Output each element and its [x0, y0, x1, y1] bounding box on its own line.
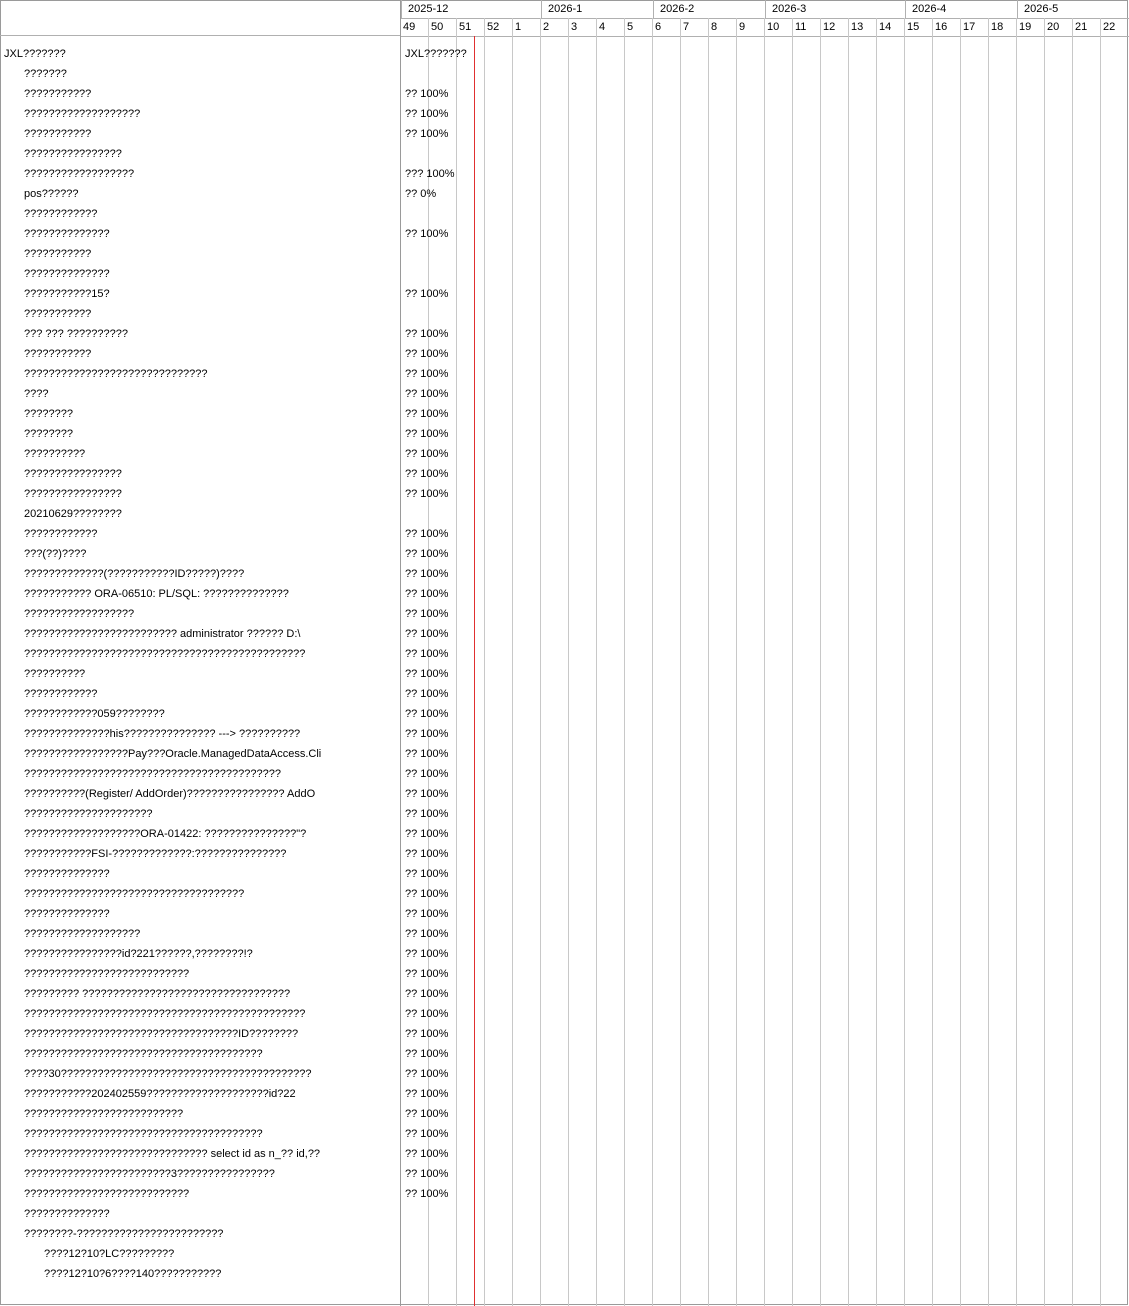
task-progress-label[interactable]: ?? 100% [405, 888, 449, 900]
task-name[interactable]: ???????????? [24, 208, 98, 220]
week-header: 12 [823, 21, 836, 33]
task-progress-label[interactable]: JXL??????? [405, 48, 467, 60]
task-progress-label[interactable]: ?? 100% [405, 88, 449, 100]
task-name[interactable]: ?????????????? [24, 868, 110, 880]
task-name[interactable]: ?????????????? [24, 268, 110, 280]
week-header: 1 [515, 21, 522, 33]
week-header: 20 [1047, 21, 1060, 33]
task-progress-label[interactable]: ?? 100% [405, 908, 449, 920]
task-name[interactable]: 20210629???????? [24, 508, 122, 520]
week-header: 14 [879, 21, 892, 33]
task-name[interactable]: ???????? [24, 408, 73, 420]
task-name[interactable]: ??????????(Register/ AddOrder)???????????????? AddO [24, 788, 316, 800]
task-name[interactable]: ???????????? [24, 688, 98, 700]
task-progress-label[interactable]: ?? 100% [405, 648, 449, 660]
week-header: 22 [1103, 21, 1116, 33]
task-name[interactable]: ?????????????????????????? [24, 1108, 184, 1120]
task-name[interactable]: ????????-???????????????????????? [24, 1228, 224, 1240]
task-progress-label[interactable]: ?? 100% [405, 128, 449, 140]
task-progress-label[interactable]: ?? 100% [405, 928, 449, 940]
task-name[interactable]: ???????????? [24, 528, 98, 540]
month-header: 2026-4 [905, 0, 1017, 18]
task-progress-label[interactable]: ?? 100% [405, 868, 449, 880]
task-name[interactable]: ????30????????????????????????????????????????? [24, 1068, 312, 1080]
task-progress-label[interactable]: ?? 100% [405, 568, 449, 580]
week-gridline [1016, 18, 1017, 1306]
week-gridline [456, 18, 457, 1306]
week-gridline [764, 18, 765, 1306]
gantt-chart-area [401, 0, 1129, 1306]
task-name[interactable]: JXL??????? [4, 48, 66, 60]
task-progress-label[interactable]: ?? 100% [405, 748, 449, 760]
week-header: 15 [907, 21, 920, 33]
task-name[interactable]: ??????????? [24, 248, 92, 260]
task-progress-label[interactable]: ?? 100% [405, 768, 449, 780]
week-header: 11 [795, 21, 807, 33]
task-name[interactable]: pos?????? [24, 188, 79, 200]
task-name[interactable]: ?????????????? [24, 228, 110, 240]
task-name[interactable]: ???????????FSI-?????????????:??????????????? [24, 848, 287, 860]
month-header: 2026-2 [653, 0, 765, 18]
task-name[interactable]: ??????????????his??????????????? ---> ?????????? [24, 728, 301, 740]
month-header: 2026-5 [1017, 0, 1101, 18]
task-progress-label[interactable]: ?? 100% [405, 528, 449, 540]
task-progress-label[interactable]: ?? 100% [405, 348, 449, 360]
task-name[interactable]: ?????????? [24, 448, 86, 460]
week-header: 17 [963, 21, 976, 33]
week-gridline [596, 18, 597, 1306]
task-progress-label[interactable]: ?? 100% [405, 1128, 449, 1140]
task-name[interactable]: ???????????202402559????????????????????id?22 [24, 1088, 296, 1100]
task-progress-label[interactable]: ??? 100% [405, 168, 455, 180]
task-progress-label[interactable]: ?? 100% [405, 728, 449, 740]
task-name[interactable]: ????????????????????????? administrator ?????? D:\ [24, 628, 301, 640]
task-progress-label[interactable]: ?? 100% [405, 588, 449, 600]
task-name[interactable]: ?????????????(???????????ID?????)???? [24, 568, 245, 580]
task-name[interactable]: ?????????????????Pay???Oracle.ManagedDataAccess.Cli [24, 748, 322, 760]
week-header: 50 [431, 21, 444, 33]
task-name[interactable]: ???????? [24, 428, 73, 440]
task-progress-label[interactable]: ?? 100% [405, 688, 449, 700]
task-progress-label[interactable]: ?? 100% [405, 948, 449, 960]
task-name[interactable]: ???????????????????????????????????ID???????? [24, 1028, 299, 1040]
task-progress-label[interactable]: ?? 100% [405, 428, 449, 440]
task-progress-label[interactable]: ?? 100% [405, 548, 449, 560]
task-name[interactable]: ??????? [24, 68, 67, 80]
week-gridline [792, 18, 793, 1306]
task-progress-label[interactable]: ?? 100% [405, 808, 449, 820]
week-header: 3 [571, 21, 578, 33]
week-gridline [680, 18, 681, 1306]
week-header: 16 [935, 21, 948, 33]
task-progress-label[interactable]: ?? 100% [405, 1008, 449, 1020]
month-header: 2026-1 [541, 0, 653, 18]
task-progress-label[interactable]: ?? 100% [405, 448, 449, 460]
week-header: 18 [991, 21, 1004, 33]
task-name[interactable]: ?????????????????????????????????????????????? [24, 1008, 306, 1020]
header-bottom-border [401, 36, 1129, 37]
task-name[interactable]: ?????????????????????????????????????????? [24, 768, 281, 780]
month-header: 2026-3 [765, 0, 905, 18]
task-progress-label[interactable]: ?? 100% [405, 1048, 449, 1060]
week-gridline [820, 18, 821, 1306]
task-name[interactable]: ??????????????????????????? [24, 968, 190, 980]
task-list-panel [0, 0, 400, 1306]
task-name[interactable]: ???????????????? [24, 488, 122, 500]
task-name[interactable]: ??????????? [24, 88, 92, 100]
task-name[interactable]: ???????????????? [24, 468, 122, 480]
task-progress-label[interactable]: ?? 100% [405, 668, 449, 680]
task-name[interactable]: ?????????????????????????????? [24, 368, 208, 380]
task-name[interactable]: ?????????????? [24, 1208, 110, 1220]
task-name[interactable]: ????????????059???????? [24, 708, 165, 720]
task-name[interactable]: ???(??)???? [24, 548, 87, 560]
task-progress-label[interactable]: ?? 100% [405, 788, 449, 800]
task-progress-label[interactable]: ?? 100% [405, 1028, 449, 1040]
week-header: 7 [683, 21, 690, 33]
task-name[interactable]: ??????????????????? [24, 928, 141, 940]
task-progress-label[interactable]: ?? 100% [405, 1148, 449, 1160]
week-header: 2 [543, 21, 550, 33]
task-progress-label[interactable]: ?? 100% [405, 848, 449, 860]
task-name[interactable]: ??? ??? ?????????? [24, 328, 128, 340]
task-name[interactable]: ??????????????????? [24, 108, 141, 120]
task-progress-label[interactable]: ?? 100% [405, 228, 449, 240]
task-progress-label[interactable]: ?? 100% [405, 968, 449, 980]
task-progress-label[interactable]: ?? 100% [405, 988, 449, 1000]
task-name[interactable]: ??????????? [24, 348, 92, 360]
task-name[interactable]: ???????????15? [24, 288, 110, 300]
task-name[interactable]: ????????????????????? [24, 808, 153, 820]
task-progress-label[interactable]: ?? 100% [405, 1168, 449, 1180]
week-header: 19 [1019, 21, 1032, 33]
task-progress-label[interactable]: ?? 100% [405, 368, 449, 380]
week-gridline [848, 18, 849, 1306]
task-name[interactable]: ?????????????????? [24, 168, 135, 180]
week-header: 5 [627, 21, 634, 33]
task-progress-label[interactable]: ?? 100% [405, 1068, 449, 1080]
week-header: 9 [739, 21, 746, 33]
today-line [474, 36, 475, 1306]
task-progress-label[interactable]: ?? 100% [405, 328, 449, 340]
task-progress-label[interactable]: ?? 100% [405, 388, 449, 400]
task-name[interactable]: ???????????????????ORA-01422: ???????????????"? [24, 828, 307, 840]
week-header: 52 [487, 21, 500, 33]
week-gridline [624, 18, 625, 1306]
task-progress-label[interactable]: ?? 100% [405, 708, 449, 720]
task-progress-label[interactable]: ?? 100% [405, 408, 449, 420]
task-progress-label[interactable]: ?? 0% [405, 188, 437, 200]
task-progress-label[interactable]: ?? 100% [405, 828, 449, 840]
week-header: 8 [711, 21, 718, 33]
task-name[interactable]: ???? [24, 388, 49, 400]
task-name[interactable]: ????12?10?LC????????? [44, 1248, 175, 1260]
task-name[interactable]: ??????????? [24, 308, 92, 320]
week-header: 10 [767, 21, 780, 33]
month-header: 2025-12 [401, 0, 541, 18]
task-name[interactable]: ??????????? [24, 128, 92, 140]
week-gridline [1072, 18, 1073, 1306]
task-name[interactable]: ???????????????? [24, 148, 122, 160]
task-name[interactable]: ?????????????????????????????????????????????? [24, 648, 306, 660]
task-name[interactable]: ??????????????????????????? [24, 1188, 190, 1200]
task-name[interactable]: ?????????????????? [24, 608, 135, 620]
task-progress-label[interactable]: ?? 100% [405, 608, 449, 620]
week-header: 49 [403, 21, 416, 33]
task-name[interactable]: ?????????????? [24, 908, 110, 920]
task-progress-label[interactable]: ?? 100% [405, 108, 449, 120]
week-header: 21 [1075, 21, 1088, 33]
task-name[interactable]: ?????????????????????????????? select id as n_?? id,?? [24, 1148, 321, 1160]
task-name[interactable]: ????????? ?????????????????????????????????? [24, 988, 291, 1000]
task-progress-label[interactable]: ?? 100% [405, 628, 449, 640]
task-name[interactable]: ??????????????????????????????????????? [24, 1128, 263, 1140]
task-progress-label[interactable]: ?? 100% [405, 1088, 449, 1100]
week-gridline [904, 18, 905, 1306]
task-name[interactable]: ??????????????????????????????????????? [24, 1048, 263, 1060]
week-gridline [736, 18, 737, 1306]
week-gridline [988, 18, 989, 1306]
task-name[interactable]: ????????????????id?221??????,????????!? [24, 948, 253, 960]
task-progress-label[interactable]: ?? 100% [405, 488, 449, 500]
week-gridline [876, 18, 877, 1306]
week-gridline [540, 18, 541, 1306]
task-list-header [0, 0, 400, 36]
week-gridline [512, 18, 513, 1306]
week-gridline [960, 18, 961, 1306]
task-name[interactable]: ????12?10?6????140??????????? [44, 1268, 222, 1280]
week-header: 6 [655, 21, 662, 33]
week-gridline [932, 18, 933, 1306]
task-progress-label[interactable]: ?? 100% [405, 1108, 449, 1120]
week-header: 4 [599, 21, 606, 33]
task-progress-label[interactable]: ?? 100% [405, 288, 449, 300]
week-gridline [708, 18, 709, 1306]
task-progress-label[interactable]: ?? 100% [405, 468, 449, 480]
week-gridline [652, 18, 653, 1306]
task-progress-label[interactable]: ?? 100% [405, 1188, 449, 1200]
week-gridline [484, 18, 485, 1306]
week-gridline [1100, 18, 1101, 1306]
task-name[interactable]: ??????????? ORA-06510: PL/SQL: ?????????????? [24, 588, 289, 600]
task-name[interactable]: ?????????? [24, 668, 86, 680]
task-name[interactable]: ???????????????????????????????????? [24, 888, 245, 900]
week-gridline [568, 18, 569, 1306]
week-header: 13 [851, 21, 864, 33]
task-name[interactable]: ????????????????????????3???????????????? [24, 1168, 275, 1180]
week-header: 51 [459, 21, 472, 33]
week-gridline [1044, 18, 1045, 1306]
